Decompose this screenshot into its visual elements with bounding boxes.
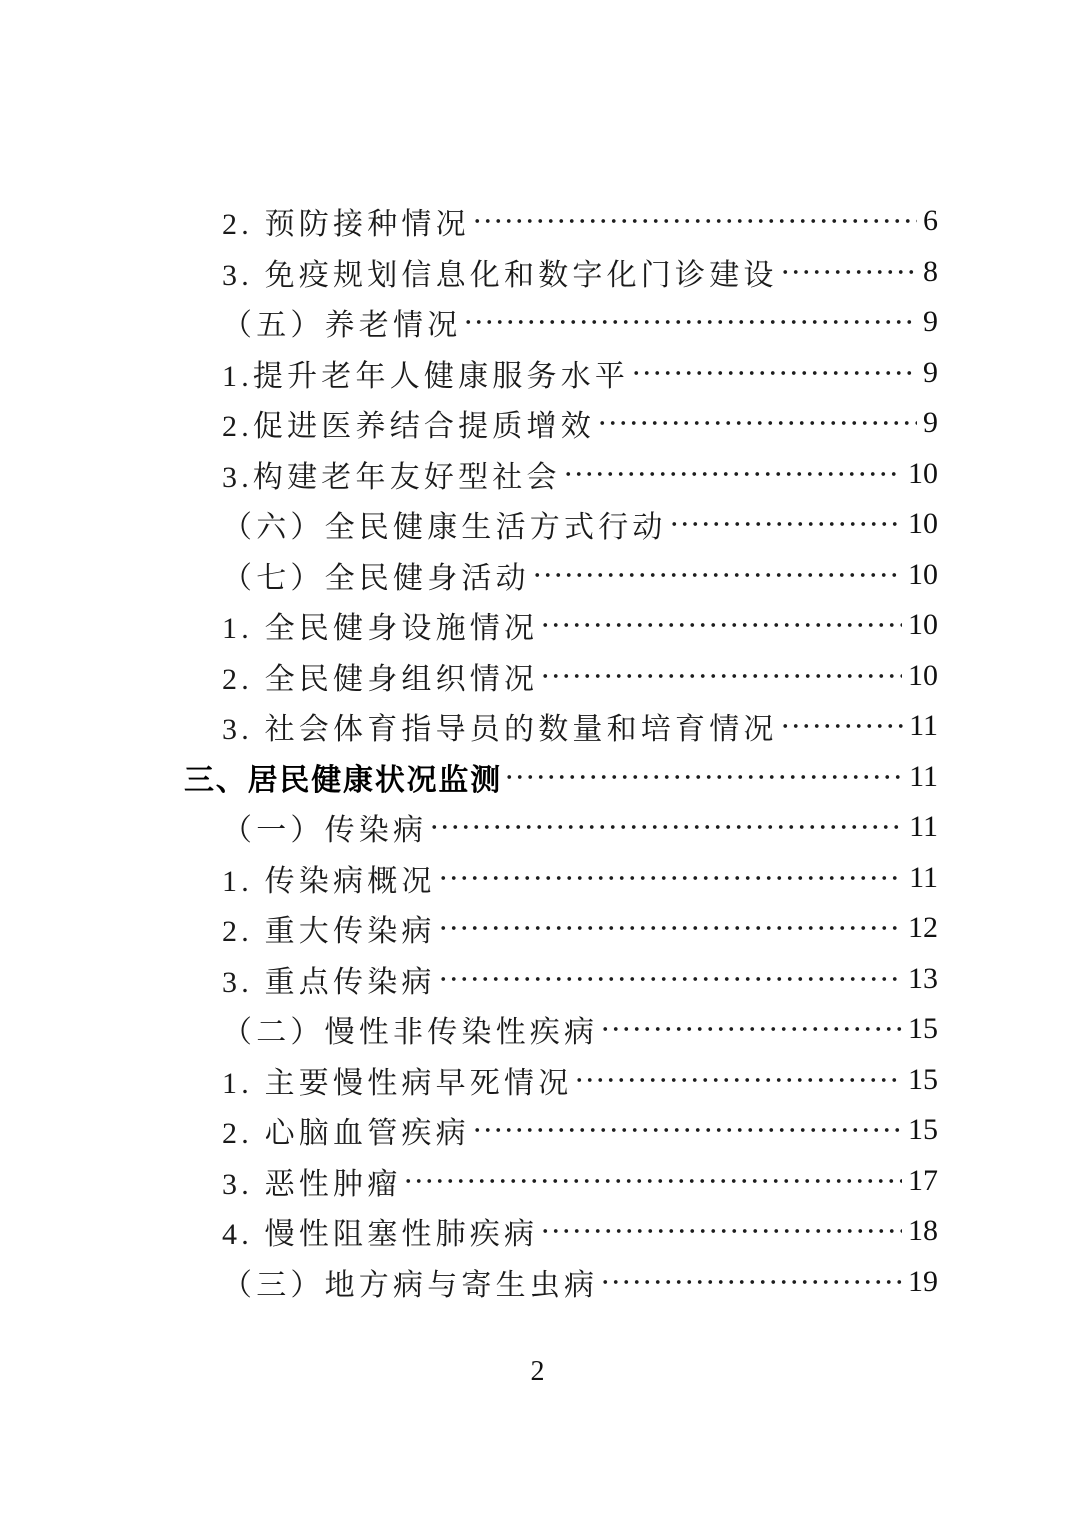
toc-entry-page: 15 <box>908 1062 938 1096</box>
toc-entry <box>0 499 1075 550</box>
dot-leader <box>600 1267 902 1297</box>
dot-leader <box>631 358 917 388</box>
dot-leader <box>463 307 917 337</box>
toc-entry-page: 13 <box>908 961 938 995</box>
dot-leader <box>532 560 902 590</box>
dot-leader <box>504 762 903 792</box>
toc-entry-label: 3. 免疫规划信息化和数字化门诊建设 <box>222 258 778 292</box>
toc-entry-label: 三、居民健康状况监测 <box>184 763 502 797</box>
toc-entry-page: 15 <box>908 1113 938 1147</box>
toc-entry-label: 2. 重大传染病 <box>222 915 436 949</box>
toc-entry-label: 3. 重点传染病 <box>222 965 436 999</box>
toc-entry-page: 11 <box>909 709 938 743</box>
toc-entry-page: 6 <box>923 204 938 238</box>
toc-entry-page: 17 <box>908 1163 938 1197</box>
toc-entry-label: 1. 主要慢性病早死情况 <box>222 1066 573 1100</box>
toc-entry <box>0 954 1075 1005</box>
toc-entry-label: 2. 预防接种情况 <box>222 208 470 242</box>
page-number: 2 <box>530 1356 545 1387</box>
dot-leader <box>597 408 917 438</box>
toc-entry <box>0 1055 1075 1106</box>
toc-entry-label: 3. 恶性肿瘤 <box>222 1167 402 1201</box>
toc-entry-page: 18 <box>908 1214 938 1248</box>
toc-entry-label: 3. 社会体育指导员的数量和培育情况 <box>222 713 778 747</box>
toc-entry <box>0 449 1075 500</box>
page-footer <box>0 1356 1075 1388</box>
dot-leader <box>403 1166 902 1196</box>
dot-leader <box>438 964 902 994</box>
dot-leader <box>429 812 903 842</box>
toc-entry-page: 11 <box>909 759 938 793</box>
toc-entry-label: 1. 全民健身设施情况 <box>222 612 539 646</box>
toc-entry <box>0 903 1075 954</box>
dot-leader <box>540 1216 902 1246</box>
toc-entry-page: 11 <box>909 860 938 894</box>
toc-entry <box>0 1257 1075 1308</box>
toc-entry <box>0 196 1075 247</box>
dot-leader <box>540 610 902 640</box>
dot-leader <box>780 711 904 741</box>
toc-entry-page: 10 <box>908 557 938 591</box>
dot-leader <box>540 661 902 691</box>
dot-leader <box>669 509 902 539</box>
toc-entry-label: （二）慢性非传染性疾病 <box>222 1016 599 1050</box>
dot-leader <box>574 1065 902 1095</box>
toc-entry-page: 9 <box>923 406 938 440</box>
toc-entry-page: 9 <box>923 355 938 389</box>
toc-entry <box>0 1105 1075 1156</box>
toc-entry-page: 19 <box>908 1264 938 1298</box>
dot-leader <box>600 1014 902 1044</box>
toc-entry-label: 2. 心脑血管疾病 <box>222 1117 470 1151</box>
toc-entry <box>0 348 1075 399</box>
toc-entry <box>0 247 1075 298</box>
toc-entry-label: （五）养老情况 <box>222 309 462 343</box>
toc-entry <box>0 853 1075 904</box>
toc-entry-label: （三）地方病与寄生虫病 <box>222 1268 599 1302</box>
dot-leader <box>563 459 902 489</box>
table-of-contents <box>0 196 1075 1307</box>
dot-leader <box>438 913 902 943</box>
toc-entry-label: 2.促进医养结合提质增效 <box>222 410 595 444</box>
toc-entry <box>0 550 1075 601</box>
toc-entry-label: 1. 传染病概况 <box>222 864 436 898</box>
toc-entry-page: 10 <box>908 507 938 541</box>
toc-entry-page: 10 <box>908 608 938 642</box>
toc-entry-label: 2. 全民健身组织情况 <box>222 662 539 696</box>
toc-entry-page: 9 <box>923 305 938 339</box>
dot-leader <box>472 1115 902 1145</box>
toc-entry <box>0 1206 1075 1257</box>
toc-entry-page: 15 <box>908 1012 938 1046</box>
toc-entry <box>0 1156 1075 1207</box>
toc-entry <box>0 651 1075 702</box>
toc-entry-page: 8 <box>923 254 938 288</box>
toc-entry <box>0 398 1075 449</box>
toc-entry <box>0 600 1075 651</box>
toc-entry <box>0 752 1075 803</box>
dot-leader <box>438 863 904 893</box>
toc-entry-page: 12 <box>908 911 938 945</box>
toc-entry-label: （七）全民健身活动 <box>222 561 530 595</box>
toc-entry-page: 10 <box>908 658 938 692</box>
toc-entry-label: （六）全民健康生活方式行动 <box>222 511 667 545</box>
toc-entry-label: 3.构建老年友好型社会 <box>222 460 561 494</box>
toc-entry-label: 1.提升老年人健康服务水平 <box>222 359 630 393</box>
toc-entry-label: 4. 慢性阻塞性肺疾病 <box>222 1218 539 1252</box>
toc-entry-page: 10 <box>908 456 938 490</box>
toc-entry-page: 11 <box>909 810 938 844</box>
toc-entry-label: （一）传染病 <box>222 814 428 848</box>
dot-leader <box>780 257 917 287</box>
toc-entry <box>0 701 1075 752</box>
toc-entry <box>0 297 1075 348</box>
toc-entry <box>0 1004 1075 1055</box>
toc-entry <box>0 802 1075 853</box>
dot-leader <box>472 206 917 236</box>
